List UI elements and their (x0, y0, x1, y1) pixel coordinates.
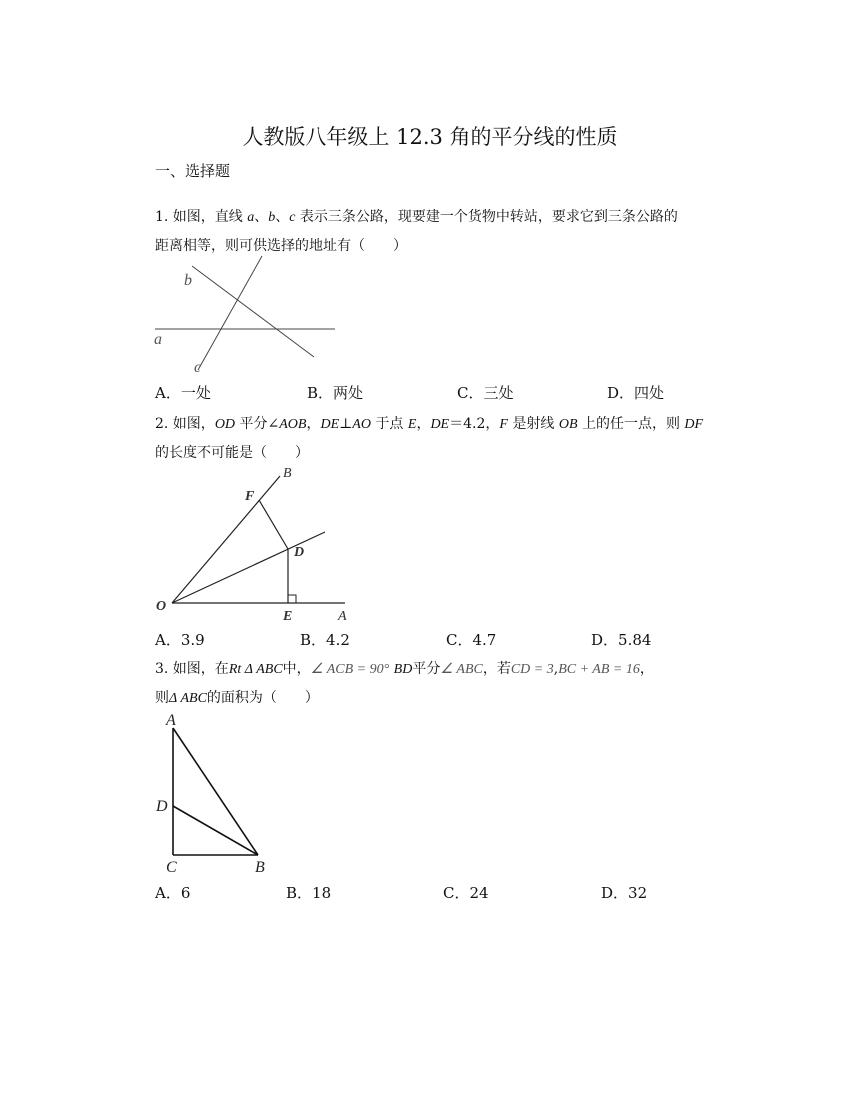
q3-option-d[interactable]: D．32 (601, 884, 648, 902)
question-1-line-1: 1. 如图，直线 a、b、c 表示三条公路，现要建一个货物中转站，要求它到三条公路的 (155, 209, 678, 225)
q1-option-a[interactable]: A．一处 (155, 384, 211, 402)
q3-option-a[interactable]: A．6 (155, 884, 191, 902)
segment-df (259, 500, 288, 549)
q1-option-c[interactable]: C．三处 (457, 384, 514, 402)
question-1-figure (150, 250, 350, 380)
label-a: A (166, 712, 176, 729)
question-3-text (155, 655, 725, 713)
q2-option-a[interactable]: A．3.9 (155, 631, 205, 649)
label-a: a (154, 331, 162, 348)
label-o: O (156, 599, 167, 614)
label-a: A (338, 609, 347, 624)
ray-od (172, 532, 325, 603)
segment-bd (173, 806, 258, 855)
q3-option-b[interactable]: B．18 (286, 884, 332, 902)
question-3-line-1: 3. 如图，在Rt Δ ABC中，∠ ACB = 90° BD平分∠ ABC，若CD = 3,BC + AB = 16， (155, 661, 654, 677)
line-c (198, 256, 262, 370)
question-1-line-2: 距离相等，则可供选择的地址有（ ） (155, 238, 407, 254)
right-angle-mark (288, 595, 296, 603)
label-d: D (294, 545, 305, 560)
section-heading: 一、选择题 (155, 162, 231, 180)
label-c: c (194, 359, 202, 376)
question-2-figure (150, 462, 360, 622)
question-3-figure (150, 708, 280, 878)
label-b: B (255, 859, 265, 876)
line-b (192, 266, 314, 357)
q2-option-d[interactable]: D．5.84 (591, 631, 652, 649)
q2-option-c[interactable]: C．4.7 (446, 631, 497, 649)
question-2-line-1: 2. 如图，OD 平分∠AOB，DE⊥AO 于点 E，DE＝4.2，F 是射线 OB 上的任一点，则 DF (155, 416, 704, 432)
q1-option-d[interactable]: D．四处 (607, 384, 665, 402)
question-3-line-2: 则Δ ABC的面积为（ ） (155, 690, 319, 706)
q3-option-c[interactable]: C．24 (443, 884, 489, 902)
question-2-text (155, 410, 715, 467)
question-2-line-2: 的长度不可能是（ ） (155, 445, 309, 461)
label-e: E (283, 609, 293, 624)
label-b: b (184, 272, 192, 289)
page-title: 人教版八年级上 12.3 角的平分线的性质 (242, 125, 618, 149)
label-b: B (283, 466, 292, 481)
side-ab (173, 728, 258, 855)
ray-ob (172, 476, 280, 603)
label-f: F (245, 489, 255, 504)
q2-option-b[interactable]: B．4.2 (300, 631, 350, 649)
label-d: D (156, 798, 168, 815)
q1-option-b[interactable]: B．两处 (307, 384, 364, 402)
label-c: C (166, 859, 177, 876)
